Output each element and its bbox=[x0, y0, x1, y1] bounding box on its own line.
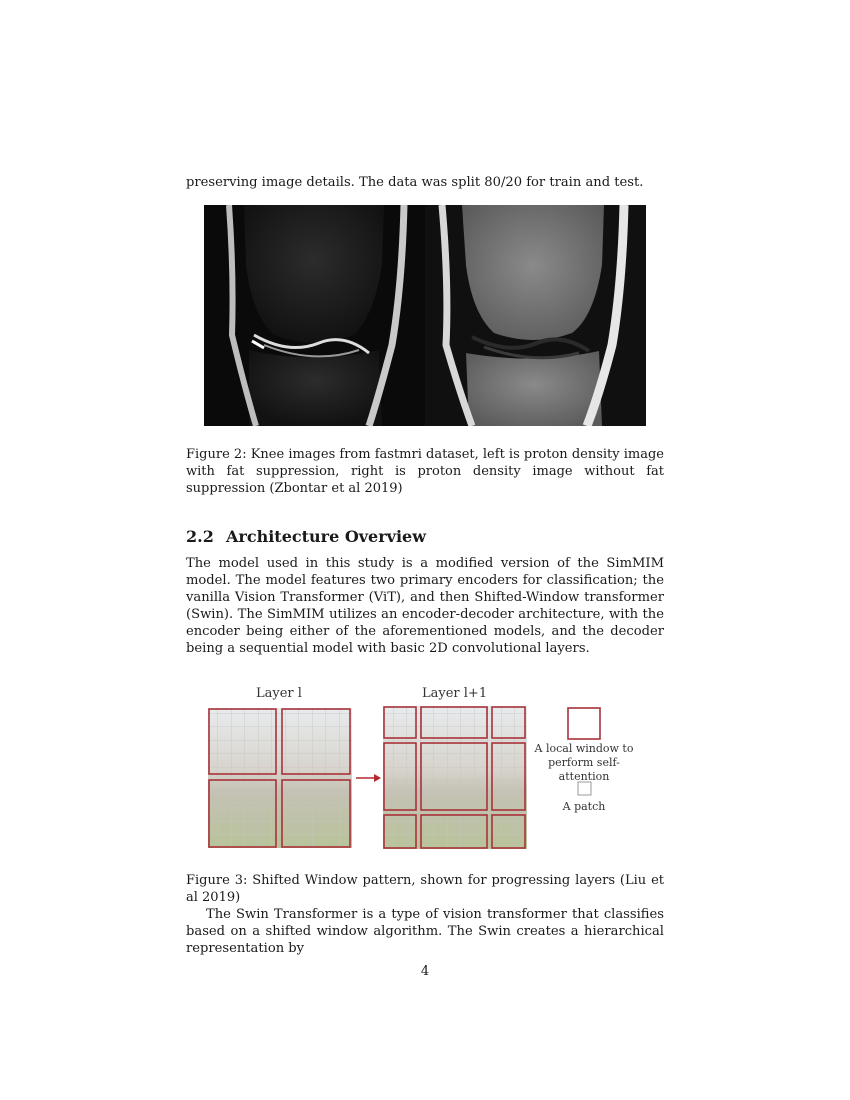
section-heading bbox=[186, 527, 426, 546]
knee-mri-figure bbox=[204, 205, 646, 426]
legend-window-label: A local window to perform self-attention bbox=[534, 742, 634, 783]
layer-l-plus-1-label: Layer l+1 bbox=[422, 686, 488, 701]
shifted-window-figure bbox=[204, 686, 644, 851]
page-number: 4 bbox=[420, 964, 430, 979]
architecture-paragraph: The model used in this study is a modified version of the SimMIM model. The model features two primary encoders for classification; the vanilla Vision Transformer (ViT), and then Shifted-Window transformer (Swin). The SimMIM utilizes an encoder-decoder architecture, with the encoder being either of the aforementioned models, and the decoder being a sequential model with basic 2D convolutional layers. bbox=[186, 556, 664, 656]
section-title: Architecture Overview bbox=[226, 527, 426, 546]
section-number: 2.2 bbox=[186, 527, 214, 546]
figure-3-caption: Figure 3: Shifted Window pattern, shown for progressing layers (Liu et al 2019) bbox=[186, 873, 664, 905]
intro-line: preserving image details. The data was split 80/20 for train and test. bbox=[186, 175, 644, 190]
swin-paragraph: The Swin Transformer is a type of vision transformer that classifies based on a shifted window algorithm. The Swin creates a hierarchical representation by bbox=[186, 907, 664, 956]
layer-l-label: Layer l bbox=[256, 686, 302, 701]
legend-patch-label: A patch bbox=[562, 800, 606, 813]
figure-2-caption: Figure 2: Knee images from fastmri dataset, left is proton density image with fat suppression, right is proton density image without fat suppression (Zbontar et al 2019) bbox=[186, 447, 664, 496]
knee-mri-image bbox=[204, 205, 646, 426]
